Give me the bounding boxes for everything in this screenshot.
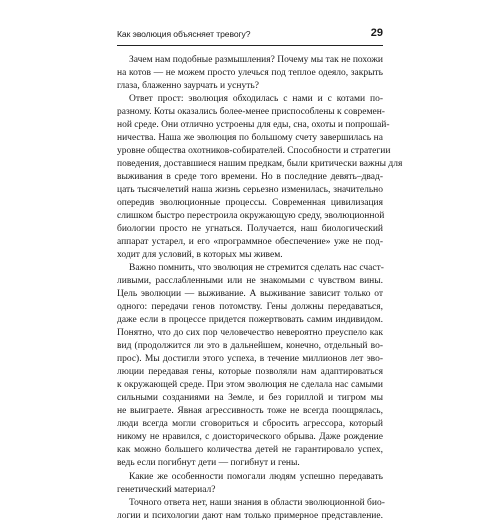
running-title: Как эволюция объясняет тревогу? (117, 29, 251, 39)
text-line: логии и психологии дают нам только примерное представление. (117, 510, 383, 521)
text-line: Понятно, что до сих пор человечество невероятно преуспело как (117, 328, 383, 339)
text-line: разному. Коты оказались более-менее приспособлены к современ- (117, 107, 385, 118)
text-line: ливыми, расслабленными или не знакомыми с чувством вины. (117, 276, 383, 287)
text-line: одного: передачи генов потомству. Гены должны передаваться, (117, 302, 383, 313)
text-line: выживания в среде того времени. Но в последние девять–двад- (117, 172, 383, 183)
text-line: Ответ прост: эволюция обходилась с нами и с котами по- (129, 94, 383, 105)
text-line: Точного ответа нет, наши знания в области эволюционной био- (129, 497, 385, 508)
text-line: вид (продолжится ли это в дальнейшем, конечно, отдельный во- (117, 341, 383, 352)
text-line: Важно помнить, что эволюция не стремится сделать нас счаст- (129, 263, 384, 274)
page-number: 29 (370, 27, 383, 39)
text-line: Зачем нам подобные размышления? Почему мы так не похожи (129, 55, 383, 65)
text-line: опередив эволюционные процессы. Современная цивилизация (117, 198, 383, 209)
text-line: не выиграете. Явная агрессивность тоже не всегда поощрялась, (117, 406, 383, 417)
text-line: на котов — не можем просто улечься под теплое одеяло, закрыть (117, 68, 383, 79)
text-line: ничества. Наша же эволюция по большому счету завершилась на (117, 133, 383, 144)
text-line: слишком быстро перестроила окружающую среду, эволюционной (117, 211, 385, 222)
text-line: прос). Мы достигли этого успеха, в течение миллионов лет эво- (117, 354, 383, 365)
text-line: к окружающей среде. При этом эволюция не сделала нас самыми (117, 380, 383, 391)
text-line: Цель эволюции — выживание. А выживание зависит только от (117, 289, 383, 300)
text-line: люции передавая гены, которые позволяли нам адаптироваться (117, 367, 383, 378)
text-line: никому не нравился, с доисторического обрыва. Даже рождение (117, 432, 383, 443)
text-line: как можно большего количества детей не гарантировало успех, (117, 445, 383, 456)
text-line: генетический материал? (117, 484, 216, 495)
text-line: цать тысячелетий наша жизнь серьезно изменилась, значительно (117, 185, 383, 196)
text-line: сильными созданиями на Земле, и без гориллой и тигром мы (117, 393, 383, 404)
text-line: ходит для условий, в которых мы живем. (117, 250, 283, 261)
text-line: глаза, блаженно заурчать и уснуть? (117, 81, 259, 92)
text-line: уровне общества охотников-собирателей. Способности и стратегии (117, 146, 391, 157)
text-line: даже если в процессе придется пожертвовать самим индивидом. (117, 315, 383, 326)
text-line: поведения, доставшиеся нашим предкам, были критически важны для (117, 159, 403, 170)
text-line: люди всегда могли сговориться и сбросить агрессора, который (117, 419, 383, 430)
text-line: ной среде. Они отлично устроены для еды, сна, охоты и попрошай- (117, 120, 390, 131)
text-line: Какие же особенности помогали людям успешно передавать (129, 471, 383, 482)
text-line: аппарат устарел, и его «программное обеспечение» уже не под- (117, 237, 383, 248)
page-header (117, 27, 383, 46)
body-text (117, 54, 403, 523)
text-line: биологии просто не угнаться. Получается, наш биологический (117, 224, 383, 235)
text-line: ведь если погибнут дети — погибнут и гены. (117, 458, 300, 469)
